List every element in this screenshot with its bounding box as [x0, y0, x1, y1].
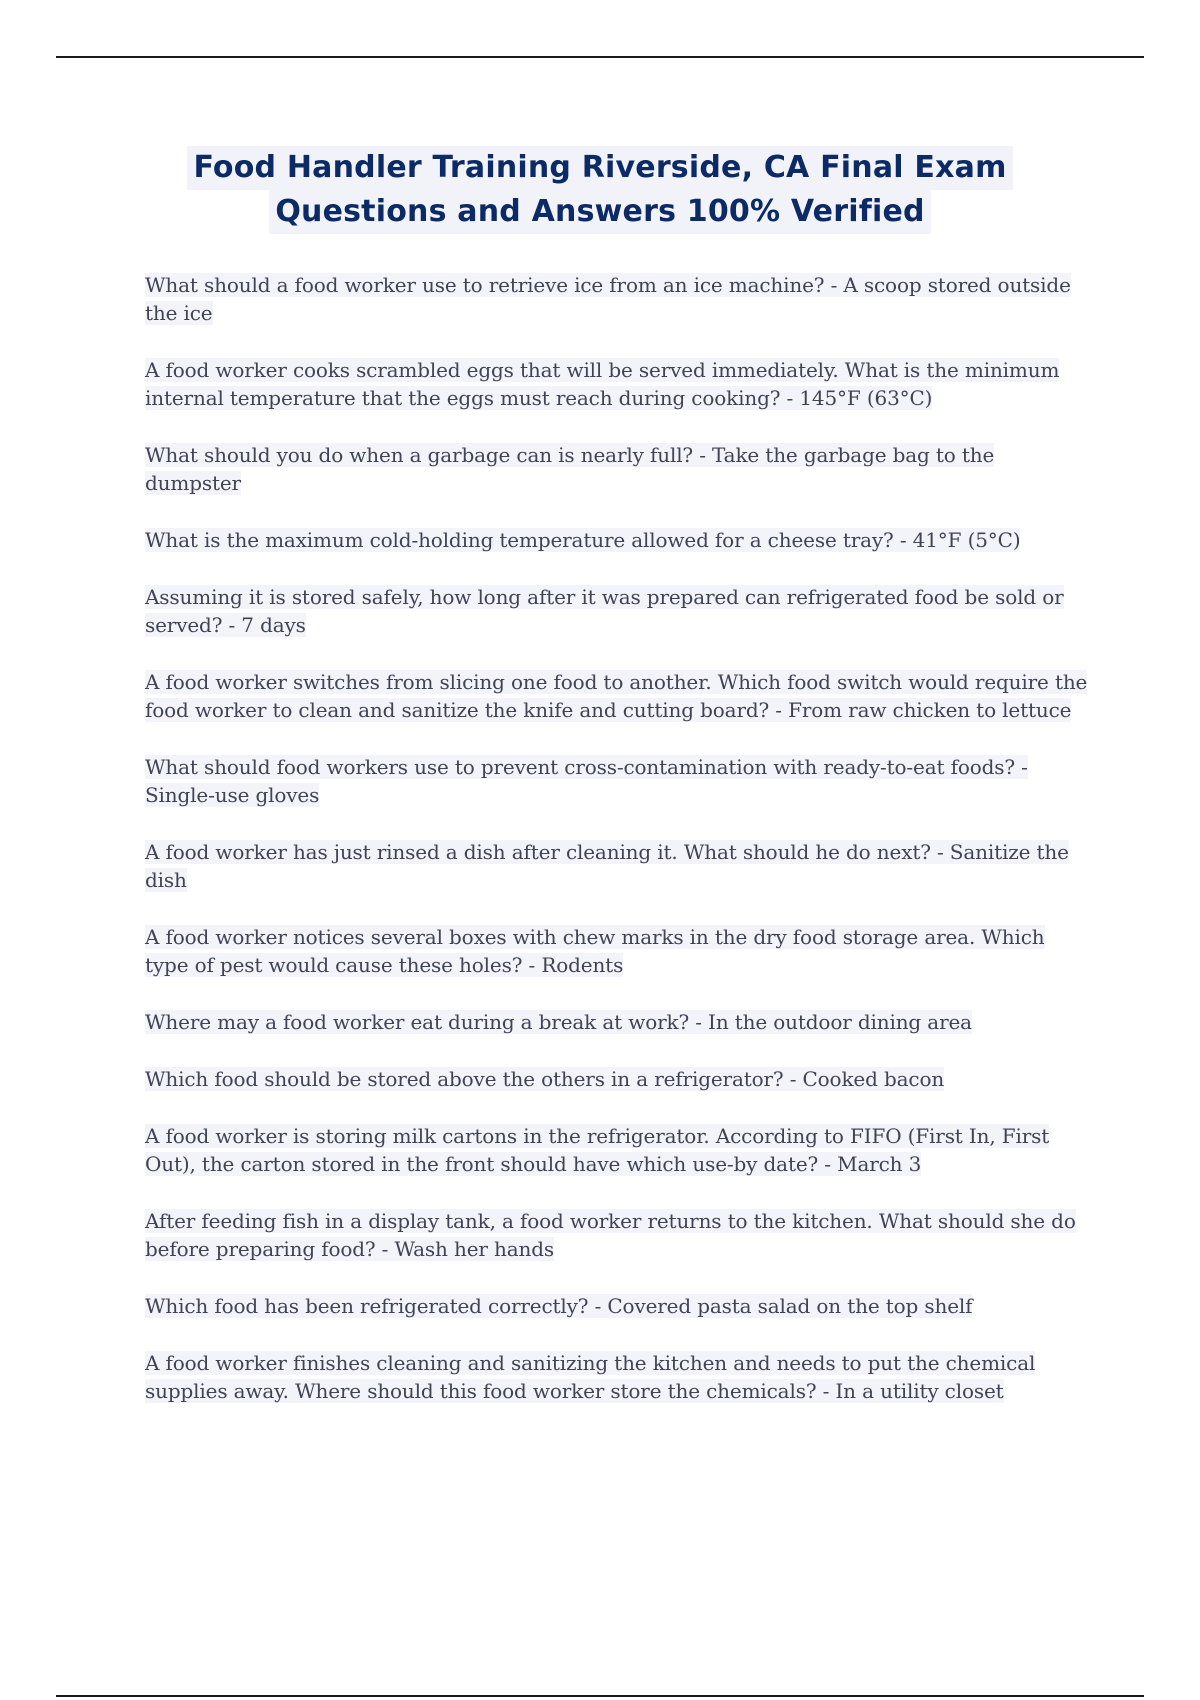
qa-list	[145, 271, 1090, 1434]
title-line-1: Food Handler Training Riverside, CA Final Exam	[187, 146, 1012, 190]
qa-item: A food worker finishes cleaning and sanitizing the kitchen and needs to put the chemical supplies away. Where should this food worker store the chemicals? - In a utility closet	[145, 1351, 1036, 1403]
qa-item: Which food has been refrigerated correctly? - Covered pasta salad on the top shelf	[145, 1294, 973, 1318]
bottom-rule	[56, 1695, 1144, 1697]
qa-item: Which food should be stored above the others in a refrigerator? - Cooked bacon	[145, 1067, 945, 1091]
qa-item: After feeding fish in a display tank, a food worker returns to the kitchen. What should she do before preparing food? - Wash her hands	[145, 1209, 1076, 1261]
document-title	[0, 146, 1200, 234]
title-line-2: Questions and Answers 100% Verified	[269, 190, 930, 234]
qa-item: Where may a food worker eat during a break at work? - In the outdoor dining area	[145, 1010, 972, 1034]
qa-item: What should you do when a garbage can is nearly full? - Take the garbage bag to the dumpster	[145, 443, 995, 495]
qa-item: What should a food worker use to retrieve ice from an ice machine? - A scoop stored outside the ice	[145, 273, 1071, 325]
qa-item: Assuming it is stored safely, how long after it was prepared can refrigerated food be sold or served? - 7 days	[145, 585, 1064, 637]
qa-item: A food worker notices several boxes with chew marks in the dry food storage area. Which type of pest would cause these holes? - Rodents	[145, 925, 1045, 977]
qa-item: A food worker switches from slicing one food to another. Which food switch would require the food worker to clean and sanitize the knife and cutting board? - From raw chicken to lettuce	[145, 670, 1088, 722]
qa-item: What is the maximum cold-holding temperature allowed for a cheese tray? - 41°F (5°C)	[145, 528, 1021, 552]
qa-item: A food worker has just rinsed a dish after cleaning it. What should he do next? - Sanitize the dish	[145, 840, 1069, 892]
top-rule	[56, 56, 1144, 58]
qa-item: A food worker is storing milk cartons in the refrigerator. According to FIFO (First In, First Out), the carton stored in the front should have which use-by date? - March 3	[145, 1124, 1050, 1176]
qa-item: A food worker cooks scrambled eggs that will be served immediately. What is the minimum internal temperature that the eggs must reach during cooking? - 145°F (63°C)	[145, 358, 1060, 410]
qa-item: What should food workers use to prevent cross-contamination with ready-to-eat foods? - Single-use gloves	[145, 755, 1028, 807]
